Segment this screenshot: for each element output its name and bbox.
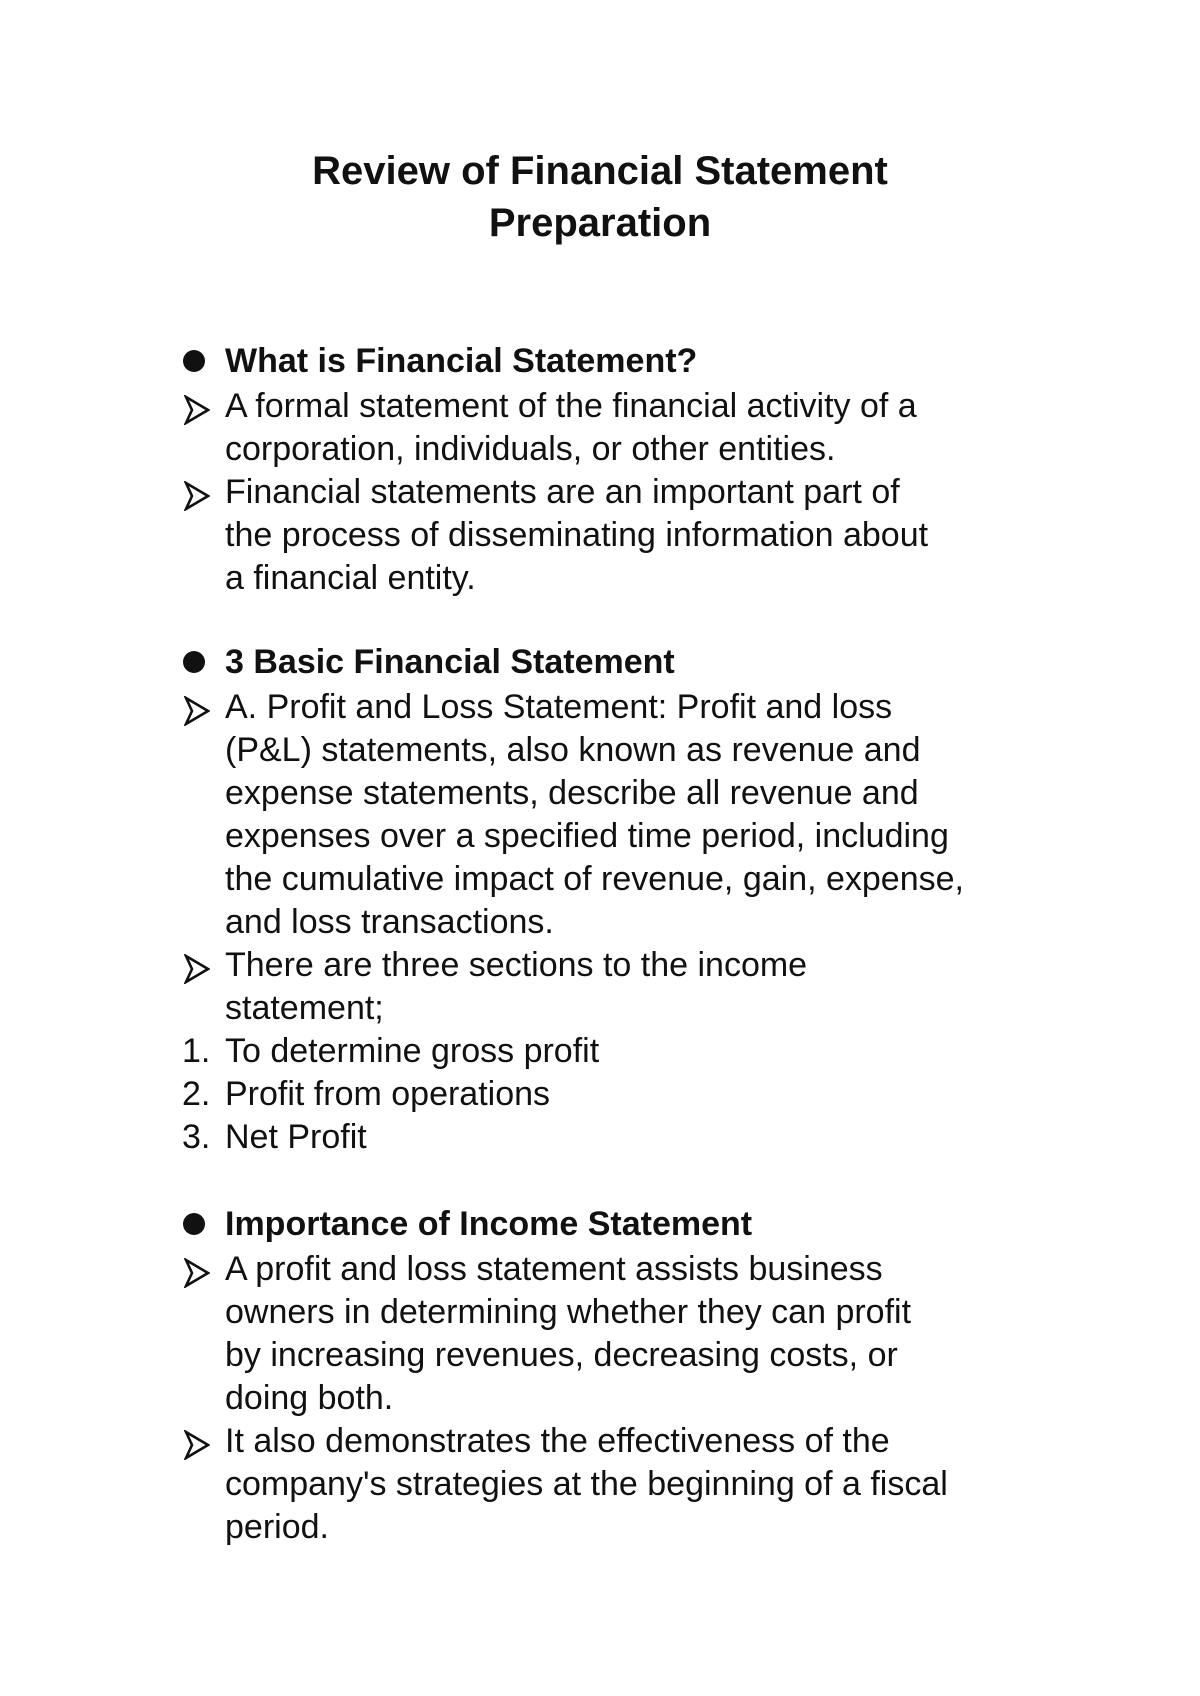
bullet-text-line: (P&L) statements, also known as revenue and [225, 731, 921, 769]
document-title-line-1: Review of Financial Statement [312, 149, 888, 193]
section-heading: What is Financial Statement? [225, 342, 698, 380]
arrow-bullet-icon [184, 481, 210, 511]
bullet-text-line: by increasing revenues, decreasing costs, or [225, 1336, 898, 1374]
bullet-text-line: and loss transactions. [225, 903, 554, 941]
bullet-dot-icon [183, 350, 205, 372]
numbered-item-marker: 2. [182, 1075, 211, 1113]
bullet-dot-icon [183, 1213, 205, 1235]
bullet-text-line: owners in determining whether they can profit [225, 1293, 912, 1331]
bullet-text-line: the process of disseminating information about [225, 516, 929, 554]
bullet-text-line: the cumulative impact of revenue, gain, expense, [225, 860, 964, 898]
arrow-bullet-icon [184, 395, 210, 425]
numbered-item-text: To determine gross profit [225, 1032, 600, 1070]
bullet-text-line: company's strategies at the beginning of a fiscal [225, 1465, 948, 1503]
arrow-bullet-icon [184, 1258, 210, 1288]
bullet-text-line: A profit and loss statement assists business [225, 1250, 883, 1288]
arrow-bullet-icon [184, 1430, 210, 1460]
numbered-item-text: Net Profit [225, 1118, 367, 1156]
section-heading: Importance of Income Statement [225, 1205, 753, 1243]
bullet-text-line: period. [225, 1508, 329, 1546]
bullet-text-line: expenses over a specified time period, including [225, 817, 949, 855]
arrow-bullet-icon [184, 954, 210, 984]
bullet-text-line: Financial statements are an important part of [225, 473, 900, 511]
bullet-text-line: A formal statement of the financial activity of a [225, 387, 917, 425]
arrow-bullet-icon [184, 696, 210, 726]
numbered-item-marker: 1. [182, 1032, 211, 1070]
bullet-text-line: corporation, individuals, or other entities. [225, 430, 836, 468]
bullet-text-line: There are three sections to the income [225, 946, 808, 984]
document-title-line-2: Preparation [488, 201, 712, 245]
bullet-text-line: statement; [225, 989, 384, 1027]
bullet-text-line: a financial entity. [225, 559, 476, 597]
bullet-text-line: expense statements, describe all revenue and [225, 774, 919, 812]
bullet-text-line: doing both. [225, 1379, 394, 1417]
numbered-item-marker: 3. [182, 1118, 211, 1156]
section-heading: 3 Basic Financial Statement [225, 643, 675, 681]
numbered-item-text: Profit from operations [225, 1075, 551, 1113]
bullet-text-line: A. Profit and Loss Statement: Profit and loss [225, 688, 893, 726]
bullet-text-line: It also demonstrates the effectiveness of the [225, 1422, 890, 1460]
bullet-dot-icon [183, 651, 205, 673]
